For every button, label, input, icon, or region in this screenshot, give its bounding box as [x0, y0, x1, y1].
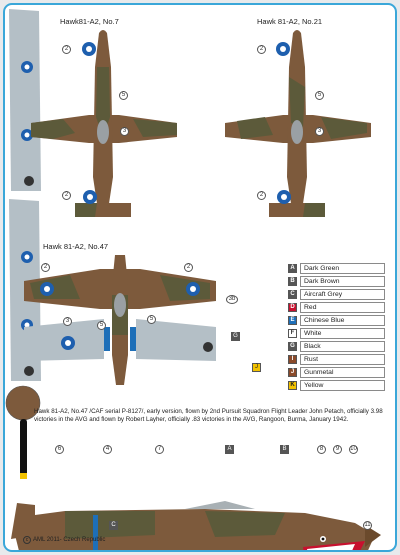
callout-5: 5	[97, 321, 106, 330]
legend-key: G	[288, 342, 297, 351]
callout-7: 7	[155, 445, 164, 454]
callout-5: 5	[147, 315, 156, 324]
legend-label: Dark Brown	[300, 276, 385, 287]
decal-sheet	[3, 3, 397, 552]
legend-label: Rust	[300, 354, 385, 365]
legend-row	[288, 262, 385, 274]
legend-row	[288, 379, 385, 391]
legend-row	[288, 327, 385, 339]
legend-key: A	[288, 264, 297, 273]
callout-3b: 3b	[226, 295, 238, 304]
callout-2: 2	[184, 263, 193, 272]
legend-label: Aircraft Grey	[300, 289, 385, 300]
callout-2: 2	[41, 263, 50, 272]
legend-row	[288, 366, 385, 378]
legend-key: D	[288, 303, 297, 312]
callout-8: 8	[317, 445, 326, 454]
legend-row	[288, 340, 385, 352]
legend-key: I	[288, 355, 297, 364]
callout-2: 2	[257, 45, 266, 54]
legend-label: Dark Green	[300, 263, 385, 274]
callout-4: 4	[103, 445, 112, 454]
legend-key: C	[288, 290, 297, 299]
fuselage-number: 47	[111, 457, 134, 479]
fuselage-number-small: 47	[340, 468, 347, 474]
copyright-text: AML 2011- Czech Republic	[33, 537, 106, 543]
callout-3: 3	[120, 127, 129, 136]
callout-a: A	[225, 445, 234, 454]
callout-3: 3	[315, 127, 324, 136]
legend-key: J	[288, 368, 297, 377]
tail-serial: P-8127	[51, 458, 63, 462]
callout-10: 10	[350, 446, 357, 452]
aircraft-description: Hawk 81-A2, No.47 /CAF serial P-8127/, early version, flown by 2nd Pursuit Squadron Flight Leader John Petach, officially 3.98 victories in the AVG and flown by Robert Layher, officially .83 victories in the AVG, Rangoon, Burma, January 1942.	[34, 408, 383, 424]
plane2-top-view	[217, 27, 377, 237]
callout-9: 9	[333, 445, 342, 454]
callout-11: 11	[364, 522, 371, 528]
callout-6: 6	[55, 445, 64, 454]
callout-5: 5	[119, 91, 128, 100]
plane1-title: Hawk81-A2, No.7	[60, 17, 119, 26]
legend-row	[288, 288, 385, 300]
legend-label: Chinese Blue	[300, 315, 385, 326]
callout-b: B	[280, 445, 289, 454]
legend-label: Gunmetal	[300, 367, 385, 378]
legend-key: K	[288, 381, 297, 390]
copyright-icon: c	[23, 536, 31, 544]
legend-key: F	[288, 329, 297, 338]
callout-j: J	[252, 363, 261, 372]
plane3-top-view	[20, 255, 220, 395]
legend-row	[288, 353, 385, 365]
colour-legend	[288, 262, 385, 392]
legend-key: E	[288, 316, 297, 325]
callout-3: 3	[63, 317, 72, 326]
legend-row	[288, 275, 385, 287]
callout-2: 2	[62, 45, 71, 54]
copyright	[23, 536, 105, 544]
plane3-title: Hawk 81-A2, No.47	[43, 242, 109, 251]
legend-label: Black	[300, 341, 385, 352]
callout-g: G	[231, 332, 240, 341]
callout-2: 2	[257, 191, 266, 200]
legend-key: B	[288, 277, 297, 286]
legend-label: White	[300, 328, 385, 339]
callout-5: 5	[315, 91, 324, 100]
legend-row	[288, 314, 385, 326]
callout-c: C	[109, 521, 118, 530]
propeller-view	[5, 385, 395, 495]
callout-2: 2	[62, 191, 71, 200]
legend-label: Red	[300, 302, 385, 313]
plane2-title: Hawk 81-A2, No.21	[257, 17, 323, 26]
legend-row	[288, 301, 385, 313]
legend-label: Yellow	[300, 380, 385, 391]
plane1-top-view	[23, 27, 183, 237]
